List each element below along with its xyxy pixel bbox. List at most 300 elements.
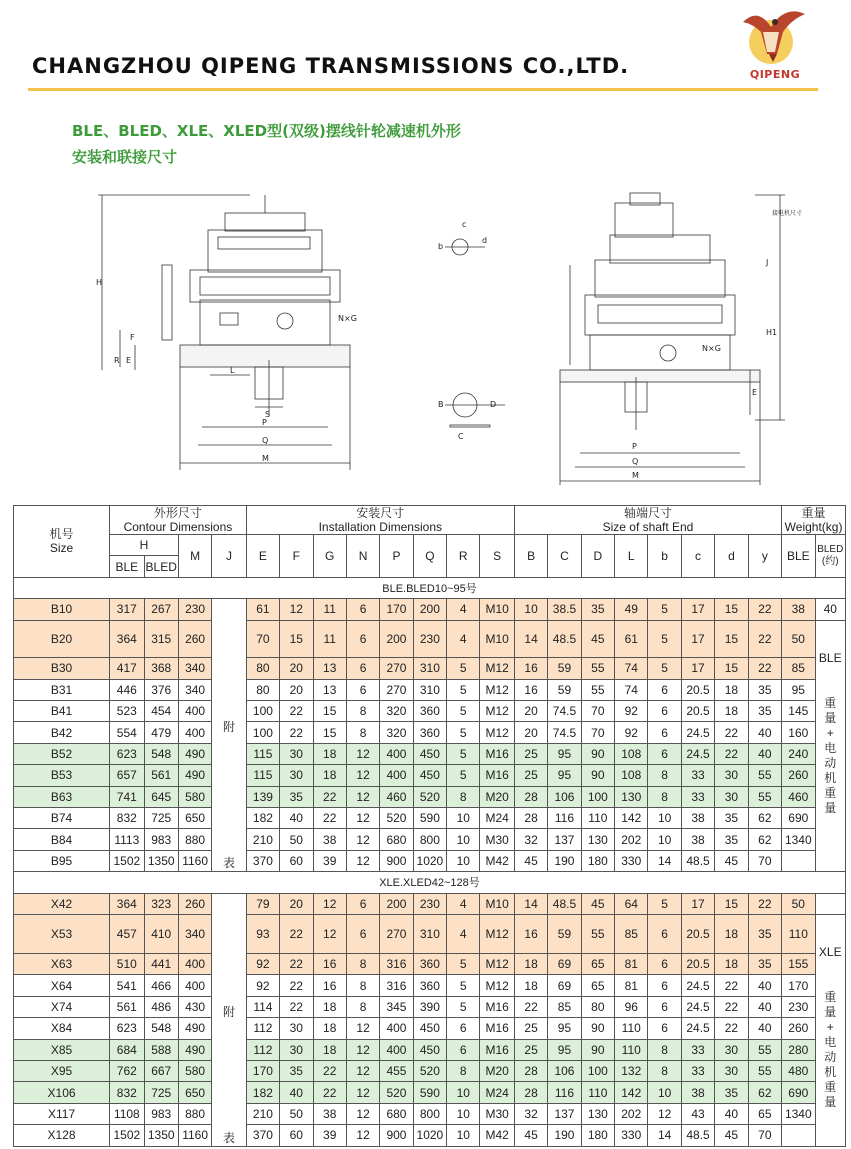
cell-size: X53 xyxy=(14,914,110,953)
header-E: E xyxy=(246,535,279,578)
cell-G: 18 xyxy=(313,765,346,786)
cell-size: X42 xyxy=(14,893,110,914)
cell-C: 59 xyxy=(548,914,581,953)
cell-C: 69 xyxy=(548,975,581,996)
cell-R: 8 xyxy=(447,1061,480,1082)
cell-M: 880 xyxy=(178,1103,211,1124)
cell-S: M42 xyxy=(480,850,514,871)
cell-Q: 590 xyxy=(413,808,446,829)
dim-S-label: S xyxy=(265,410,271,419)
cell-M: 490 xyxy=(178,1018,211,1039)
cell-weight: 85 xyxy=(782,658,815,679)
dim-M-right-label: M xyxy=(632,471,639,480)
cell-d: 18 xyxy=(715,701,748,722)
cell-S: M12 xyxy=(480,701,514,722)
cell-c: 33 xyxy=(681,765,714,786)
table-body-ble xyxy=(14,577,846,871)
cell-d: 30 xyxy=(715,1061,748,1082)
cell-size: B63 xyxy=(14,786,110,807)
cell-P: 320 xyxy=(380,722,413,743)
cell-weight: 480 xyxy=(782,1061,815,1082)
cell-R: 5 xyxy=(447,658,480,679)
cell-H1: 741 xyxy=(110,786,144,807)
table-row xyxy=(14,786,846,807)
cell-D: 80 xyxy=(581,996,614,1017)
cell-P: 400 xyxy=(380,1018,413,1039)
cell-b: 14 xyxy=(648,1125,681,1146)
cell-S: M12 xyxy=(480,975,514,996)
cell-D: 130 xyxy=(581,1103,614,1124)
cell-y: 55 xyxy=(748,765,782,786)
cell-y: 55 xyxy=(748,1039,782,1060)
cell-D: 90 xyxy=(581,1039,614,1060)
cell-D: 55 xyxy=(581,658,614,679)
cell-c: 20.5 xyxy=(681,914,714,953)
cell-D: 65 xyxy=(581,954,614,975)
cell-G: 16 xyxy=(313,975,346,996)
cell-H1: 832 xyxy=(110,808,144,829)
cell-S: M12 xyxy=(480,679,514,700)
cell-R: 4 xyxy=(447,893,480,914)
cell-S: M16 xyxy=(480,765,514,786)
cell-F: 60 xyxy=(280,1125,313,1146)
cell-M: 1160 xyxy=(178,1125,211,1146)
cell-H2: 983 xyxy=(144,829,178,850)
cell-d: 18 xyxy=(715,914,748,953)
cell-y: 22 xyxy=(748,620,782,658)
cell-L: 61 xyxy=(615,620,648,658)
cell-R: 5 xyxy=(447,701,480,722)
cell-size: B53 xyxy=(14,765,110,786)
cell-c: 33 xyxy=(681,1061,714,1082)
technical-drawing xyxy=(90,185,803,495)
cell-weight: 690 xyxy=(782,808,815,829)
cell-size: B30 xyxy=(14,658,110,679)
cell-size: X95 xyxy=(14,1061,110,1082)
cell-H2: 466 xyxy=(144,975,178,996)
cell-y: 70 xyxy=(748,1125,782,1146)
cell-H1: 561 xyxy=(110,996,144,1017)
cell-R: 5 xyxy=(447,975,480,996)
cell-d: 40 xyxy=(715,1103,748,1124)
cell-size: X63 xyxy=(14,954,110,975)
cell-B: 22 xyxy=(514,996,547,1017)
cell-b: 5 xyxy=(648,599,681,620)
cell-d: 15 xyxy=(715,658,748,679)
group2-side-top xyxy=(815,893,846,914)
cell-M: 230 xyxy=(178,599,211,620)
cell-d: 22 xyxy=(715,722,748,743)
cell-b: 8 xyxy=(648,1061,681,1082)
cell-F: 40 xyxy=(280,808,313,829)
cell-H2: 548 xyxy=(144,1018,178,1039)
cell-d: 15 xyxy=(715,893,748,914)
cell-P: 345 xyxy=(380,996,413,1017)
cell-weight: 460 xyxy=(782,786,815,807)
cell-C: 74.5 xyxy=(548,701,581,722)
cell-y: 55 xyxy=(748,1061,782,1082)
cell-G: 22 xyxy=(313,1082,346,1103)
cell-B: 28 xyxy=(514,786,547,807)
cell-E: 115 xyxy=(246,765,279,786)
cell-E: 139 xyxy=(246,786,279,807)
table-row xyxy=(14,765,846,786)
cell-J-note: 附 表 xyxy=(212,599,246,872)
cell-F: 60 xyxy=(280,850,313,871)
cell-C: 74.5 xyxy=(548,722,581,743)
cell-weight: 240 xyxy=(782,743,815,764)
cell-size: B74 xyxy=(14,808,110,829)
header-shaft: 轴端尺寸 Size of shaft End xyxy=(514,506,781,535)
dim-Q-right-label: Q xyxy=(632,457,639,466)
cell-H2: 479 xyxy=(144,722,178,743)
cell-F: 50 xyxy=(280,1103,313,1124)
cell-c: 33 xyxy=(681,1039,714,1060)
cell-Q: 310 xyxy=(413,679,446,700)
cell-weight: 38 xyxy=(782,599,815,620)
cell-S: M24 xyxy=(480,1082,514,1103)
cell-L: 108 xyxy=(615,743,648,764)
cell-y: 62 xyxy=(748,829,782,850)
cell-weight: 260 xyxy=(782,1018,815,1039)
cell-C: 190 xyxy=(548,1125,581,1146)
cell-Q: 360 xyxy=(413,722,446,743)
header-y: y xyxy=(748,535,782,578)
table-row xyxy=(14,679,846,700)
cell-H2: 1350 xyxy=(144,850,178,871)
cell-d: 35 xyxy=(715,808,748,829)
cell-d: 22 xyxy=(715,1018,748,1039)
cell-N: 12 xyxy=(346,829,379,850)
cell-b: 10 xyxy=(648,808,681,829)
cell-F: 20 xyxy=(280,893,313,914)
table-row xyxy=(14,850,846,871)
cell-F: 22 xyxy=(280,996,313,1017)
cell-H2: 315 xyxy=(144,620,178,658)
cell-E: 112 xyxy=(246,1018,279,1039)
cell-y: 62 xyxy=(748,808,782,829)
cell-B: 28 xyxy=(514,808,547,829)
dim-M-label: M xyxy=(262,454,269,463)
cell-weight: 1340 xyxy=(782,829,815,850)
cell-M: 340 xyxy=(178,658,211,679)
cell-C: 48.5 xyxy=(548,893,581,914)
table-row xyxy=(14,620,846,658)
cell-H1: 832 xyxy=(110,1082,144,1103)
cell-D: 100 xyxy=(581,1061,614,1082)
page-title: BLE、BLED、XLE、XLED型(双级)摆线针轮减速机外形 xyxy=(72,122,461,140)
table-row xyxy=(14,1125,846,1146)
cell-F: 22 xyxy=(280,954,313,975)
cell-d: 45 xyxy=(715,1125,748,1146)
header-C: C xyxy=(548,535,581,578)
cell-L: 142 xyxy=(615,808,648,829)
cell-size: B84 xyxy=(14,829,110,850)
cell-R: 4 xyxy=(447,620,480,658)
table-row xyxy=(14,722,846,743)
cell-C: 106 xyxy=(548,786,581,807)
cell-D: 110 xyxy=(581,808,614,829)
cell-L: 85 xyxy=(615,914,648,953)
cell-weight: 50 xyxy=(782,893,815,914)
cell-D: 100 xyxy=(581,786,614,807)
cell-b: 14 xyxy=(648,850,681,871)
cell-M: 340 xyxy=(178,914,211,953)
cell-size: X85 xyxy=(14,1039,110,1060)
cell-C: 137 xyxy=(548,829,581,850)
cell-D: 110 xyxy=(581,1082,614,1103)
cell-L: 330 xyxy=(615,850,648,871)
cell-C: 95 xyxy=(548,765,581,786)
cell-H1: 510 xyxy=(110,954,144,975)
cell-size: X117 xyxy=(14,1103,110,1124)
cell-b: 12 xyxy=(648,1103,681,1124)
dim-B-label: B xyxy=(438,400,444,409)
cell-c: 17 xyxy=(681,658,714,679)
cell-D: 70 xyxy=(581,701,614,722)
cell-G: 39 xyxy=(313,1125,346,1146)
cell-L: 96 xyxy=(615,996,648,1017)
cell-H2: 441 xyxy=(144,954,178,975)
cell-B: 45 xyxy=(514,850,547,871)
cell-N: 12 xyxy=(346,850,379,871)
cell-H2: 725 xyxy=(144,1082,178,1103)
cell-H2: 667 xyxy=(144,1061,178,1082)
cell-N: 12 xyxy=(346,786,379,807)
table-row xyxy=(14,1039,846,1060)
cell-F: 40 xyxy=(280,1082,313,1103)
cell-E: 170 xyxy=(246,1061,279,1082)
cell-weight: 260 xyxy=(782,765,815,786)
cell-L: 74 xyxy=(615,658,648,679)
cell-G: 39 xyxy=(313,850,346,871)
cell-F: 15 xyxy=(280,620,313,658)
cell-R: 10 xyxy=(447,1125,480,1146)
cell-H1: 623 xyxy=(110,1018,144,1039)
dim-D-label: D xyxy=(490,400,497,409)
cell-P: 316 xyxy=(380,954,413,975)
cell-M: 1160 xyxy=(178,850,211,871)
cell-B: 20 xyxy=(514,701,547,722)
cell-y: 22 xyxy=(748,658,782,679)
cell-b: 6 xyxy=(648,722,681,743)
cell-B: 25 xyxy=(514,765,547,786)
cell-P: 200 xyxy=(380,620,413,658)
cell-B: 20 xyxy=(514,722,547,743)
cell-S: M12 xyxy=(480,722,514,743)
cell-H2: 323 xyxy=(144,893,178,914)
cell-weight: 170 xyxy=(782,975,815,996)
cell-H1: 541 xyxy=(110,975,144,996)
cell-Q: 1020 xyxy=(413,1125,446,1146)
cell-N: 6 xyxy=(346,658,379,679)
cell-d: 45 xyxy=(715,850,748,871)
cell-b: 6 xyxy=(648,679,681,700)
cell-N: 6 xyxy=(346,893,379,914)
header-P: P xyxy=(380,535,413,578)
cell-N: 6 xyxy=(346,599,379,620)
cell-H2: 486 xyxy=(144,996,178,1017)
dim-NxG-label: N×G xyxy=(338,314,357,323)
cell-Q: 800 xyxy=(413,829,446,850)
dim-R-label: R xyxy=(114,356,120,365)
cell-c: 20.5 xyxy=(681,954,714,975)
cell-H2: 561 xyxy=(144,765,178,786)
cell-N: 12 xyxy=(346,1061,379,1082)
table-body-xle xyxy=(14,872,846,1146)
header-c: c xyxy=(681,535,714,578)
cell-F: 35 xyxy=(280,786,313,807)
cell-H1: 762 xyxy=(110,1061,144,1082)
table-row xyxy=(14,829,846,850)
cell-F: 22 xyxy=(280,914,313,953)
cell-G: 22 xyxy=(313,808,346,829)
cell-H2: 410 xyxy=(144,914,178,953)
cell-R: 6 xyxy=(447,1018,480,1039)
cell-S: M30 xyxy=(480,1103,514,1124)
cell-c: 48.5 xyxy=(681,1125,714,1146)
cell-C: 69 xyxy=(548,954,581,975)
cell-y: 40 xyxy=(748,975,782,996)
cell-P: 270 xyxy=(380,914,413,953)
cell-C: 116 xyxy=(548,808,581,829)
cell-E: 100 xyxy=(246,701,279,722)
cell-G: 15 xyxy=(313,701,346,722)
cell-y: 40 xyxy=(748,722,782,743)
cell-R: 10 xyxy=(447,850,480,871)
cell-S: M20 xyxy=(480,1061,514,1082)
cell-E: 115 xyxy=(246,743,279,764)
cell-C: 85 xyxy=(548,996,581,1017)
cell-H2: 548 xyxy=(144,743,178,764)
cell-R: 10 xyxy=(447,808,480,829)
cell-c: 24.5 xyxy=(681,1018,714,1039)
cell-L: 330 xyxy=(615,1125,648,1146)
cell-L: 202 xyxy=(615,1103,648,1124)
cell-G: 38 xyxy=(313,1103,346,1124)
cell-y: 62 xyxy=(748,1082,782,1103)
group1-side-top: 40 xyxy=(815,599,846,620)
cell-R: 4 xyxy=(447,599,480,620)
cell-c: 17 xyxy=(681,893,714,914)
cell-F: 35 xyxy=(280,1061,313,1082)
header-S: S xyxy=(480,535,514,578)
cell-G: 16 xyxy=(313,954,346,975)
cell-L: 64 xyxy=(615,893,648,914)
cell-L: 92 xyxy=(615,722,648,743)
dim-Q-label: Q xyxy=(262,436,269,445)
header-N: N xyxy=(346,535,379,578)
table-row xyxy=(14,893,846,914)
cell-D: 45 xyxy=(581,620,614,658)
cell-S: M16 xyxy=(480,1039,514,1060)
cell-B: 16 xyxy=(514,679,547,700)
cell-M: 260 xyxy=(178,893,211,914)
company-name: CHANGZHOU QIPENG TRANSMISSIONS CO.,LTD. xyxy=(32,54,630,78)
cell-E: 92 xyxy=(246,954,279,975)
cell-y: 65 xyxy=(748,1103,782,1124)
cell-D: 90 xyxy=(581,743,614,764)
cell-Q: 1020 xyxy=(413,850,446,871)
header-H: H xyxy=(110,535,179,556)
cell-y: 35 xyxy=(748,954,782,975)
cell-S: M12 xyxy=(480,658,514,679)
cell-c: 24.5 xyxy=(681,996,714,1017)
cell-C: 106 xyxy=(548,1061,581,1082)
cell-M: 490 xyxy=(178,743,211,764)
cell-D: 45 xyxy=(581,893,614,914)
cell-C: 95 xyxy=(548,1039,581,1060)
header-b: b xyxy=(648,535,681,578)
cell-y: 40 xyxy=(748,996,782,1017)
cell-B: 25 xyxy=(514,1018,547,1039)
cell-P: 680 xyxy=(380,1103,413,1124)
cell-F: 20 xyxy=(280,679,313,700)
cell-H2: 725 xyxy=(144,808,178,829)
cell-P: 460 xyxy=(380,786,413,807)
cell-L: 49 xyxy=(615,599,648,620)
cell-P: 520 xyxy=(380,1082,413,1103)
header-rule xyxy=(28,88,818,91)
cell-R: 5 xyxy=(447,679,480,700)
header-F: F xyxy=(280,535,313,578)
dim-E-right-label: E xyxy=(752,388,758,397)
cell-d: 22 xyxy=(715,743,748,764)
cell-weight: 145 xyxy=(782,701,815,722)
cell-H1: 457 xyxy=(110,914,144,953)
cell-D: 70 xyxy=(581,722,614,743)
cell-Q: 310 xyxy=(413,914,446,953)
cell-M: 430 xyxy=(178,996,211,1017)
cell-N: 12 xyxy=(346,808,379,829)
cell-y: 55 xyxy=(748,786,782,807)
cell-H2: 1350 xyxy=(144,1125,178,1146)
cell-b: 8 xyxy=(648,786,681,807)
cell-P: 400 xyxy=(380,743,413,764)
cell-b: 5 xyxy=(648,893,681,914)
cell-d: 18 xyxy=(715,679,748,700)
cell-D: 55 xyxy=(581,679,614,700)
cell-R: 5 xyxy=(447,954,480,975)
cell-F: 12 xyxy=(280,599,313,620)
cell-d: 30 xyxy=(715,1039,748,1060)
cell-b: 8 xyxy=(648,765,681,786)
cell-E: 182 xyxy=(246,808,279,829)
cell-size: B41 xyxy=(14,701,110,722)
cell-N: 12 xyxy=(346,1103,379,1124)
cell-F: 30 xyxy=(280,1018,313,1039)
cell-size: B95 xyxy=(14,850,110,871)
cell-B: 16 xyxy=(514,914,547,953)
cell-L: 92 xyxy=(615,701,648,722)
dim-c-label: c xyxy=(462,220,467,229)
cell-H2: 454 xyxy=(144,701,178,722)
cell-E: 61 xyxy=(246,599,279,620)
cell-G: 11 xyxy=(313,620,346,658)
cell-L: 81 xyxy=(615,975,648,996)
cell-H2: 368 xyxy=(144,658,178,679)
cell-Q: 200 xyxy=(413,599,446,620)
cell-S: M16 xyxy=(480,1018,514,1039)
cell-E: 370 xyxy=(246,1125,279,1146)
cell-N: 6 xyxy=(346,914,379,953)
table-row xyxy=(14,808,846,829)
table-row xyxy=(14,1018,846,1039)
cell-R: 5 xyxy=(447,743,480,764)
header-L: L xyxy=(615,535,648,578)
cell-N: 6 xyxy=(346,620,379,658)
cell-d: 15 xyxy=(715,620,748,658)
